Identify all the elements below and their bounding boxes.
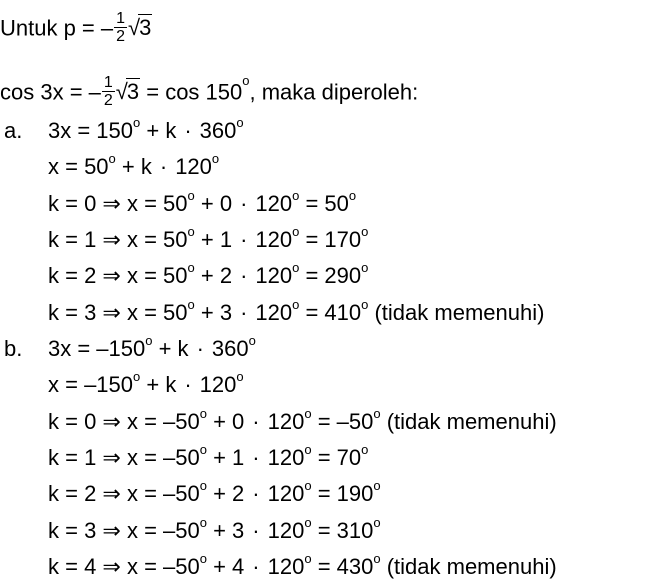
cos-radicand: 3	[126, 79, 140, 105]
equation-text: 120	[199, 372, 237, 398]
cos-suffix: , maka diperoleh:	[249, 79, 419, 105]
degree-symbol: o	[108, 151, 116, 167]
degree-symbol: o	[133, 115, 141, 130]
degree-symbol: o	[187, 187, 195, 203]
multiply-dot: ·	[184, 118, 192, 143]
degree-symbol: o	[304, 550, 312, 566]
degree-symbol: o	[145, 333, 153, 348]
degree-symbol: o	[348, 187, 357, 203]
equation-text: k = 1 ⇒ x = 50	[48, 226, 188, 252]
equation-text: + k	[115, 154, 152, 180]
multiply-dot: ·	[240, 299, 248, 325]
degree-symbol: o	[304, 441, 312, 457]
equation-text: = 170	[299, 226, 362, 252]
degree-symbol: o	[304, 514, 312, 530]
equation-line	[48, 187, 357, 217]
degree-symbol: o	[361, 296, 369, 312]
equation-line	[48, 514, 381, 544]
degree-symbol: o	[304, 405, 312, 421]
equation-text: 120	[267, 517, 305, 543]
equation-line	[48, 223, 369, 253]
equation-line	[48, 441, 369, 471]
multiply-dot: ·	[252, 444, 260, 470]
multiply-dot: ·	[252, 481, 260, 507]
equation-text: 360	[199, 118, 237, 143]
degree-symbol: o	[199, 441, 207, 457]
multiply-dot: ·	[252, 517, 260, 543]
degree-symbol: o	[187, 260, 195, 276]
equation-text: + 4	[206, 553, 245, 579]
equation-line	[48, 550, 557, 580]
equation-text: 120	[255, 299, 293, 325]
equation-text: x = 50	[48, 154, 109, 180]
degree-symbol: o	[361, 223, 369, 239]
equation-text: = –50	[311, 408, 374, 434]
degree-symbol: o	[373, 550, 381, 566]
degree-symbol: o	[292, 296, 300, 312]
equation-text: 120	[255, 190, 293, 216]
multiply-dot: ·	[159, 154, 168, 180]
equation-text: 120	[255, 263, 293, 289]
equation-line	[48, 369, 244, 398]
equation-line	[48, 405, 557, 435]
cos-prefix: cos 3x = –	[0, 79, 101, 105]
equation-text: k = 4 ⇒ x = –50	[48, 553, 200, 579]
equation-text: k = 2 ⇒ x = 50	[48, 263, 188, 289]
equation-line	[48, 115, 244, 144]
sqrt-icon: √	[115, 79, 128, 105]
equation-text: = 290	[299, 263, 362, 289]
equation-text: (tidak memenuhi)	[380, 553, 557, 579]
degree-symbol: o	[199, 405, 207, 421]
equation-text: + 0	[206, 408, 245, 434]
degree-symbol: o	[373, 478, 381, 494]
equation-text: 120	[267, 481, 305, 507]
degree-symbol: o	[248, 333, 256, 348]
equation-text: 120	[267, 408, 305, 434]
multiply-dot: ·	[252, 408, 260, 434]
equation-text: + k	[152, 336, 189, 361]
equation-text: x = –150	[48, 372, 134, 398]
degree-symbol: o	[373, 405, 381, 421]
degree-symbol: o	[304, 478, 312, 494]
cos-line	[0, 73, 419, 111]
cos-mid: = cos 150	[140, 79, 243, 105]
intro-fraction	[114, 10, 127, 45]
equation-text: k = 3 ⇒ x = –50	[48, 517, 200, 543]
multiply-dot: ·	[184, 372, 192, 398]
degree-symbol: o	[211, 151, 220, 167]
equation-text: k = 2 ⇒ x = –50	[48, 481, 200, 507]
equation-text: k = 0 ⇒ x = 50	[48, 190, 188, 216]
cos-sqrt	[116, 79, 140, 105]
degree-symbol: o	[292, 187, 300, 203]
intro-frac-numerator: 1	[116, 10, 126, 27]
equation-line	[48, 333, 256, 362]
equation-text: = 410	[299, 299, 362, 325]
equation-text: 360	[211, 336, 249, 361]
equation-text: k = 3 ⇒ x = 50	[48, 299, 188, 325]
intro-sqrt	[128, 15, 152, 41]
degree-symbol: o	[199, 514, 207, 530]
equation-text: = 430	[311, 553, 374, 579]
multiply-dot: ·	[240, 263, 248, 289]
equation-text: 120	[175, 154, 212, 180]
degree-symbol: o	[133, 369, 141, 385]
equation-line	[48, 478, 381, 507]
equation-text: = 70	[311, 444, 362, 470]
degree-symbol: o	[236, 369, 244, 385]
equation-text: = 50	[299, 190, 349, 216]
equation-text: + k	[140, 118, 177, 143]
equation-text: + k	[140, 372, 177, 398]
degree-symbol: o	[187, 296, 195, 312]
equation-line	[48, 260, 369, 289]
equation-text: k = 0 ⇒ x = –50	[48, 408, 200, 434]
equation-text: 120	[267, 444, 305, 470]
equation-text: 120	[267, 553, 305, 579]
equation-text: 120	[255, 226, 293, 252]
cos-frac-numerator: 1	[103, 74, 113, 91]
sqrt-icon: √	[128, 15, 141, 41]
equation-text: = 310	[311, 517, 374, 543]
equation-text: k = 1 ⇒ x = –50	[48, 444, 200, 470]
multiply-dot: ·	[240, 226, 248, 252]
multiply-dot: ·	[196, 336, 204, 361]
degree-symbol: o	[242, 73, 250, 88]
equation-text: + 3	[206, 517, 245, 543]
equation-text: = 190	[311, 481, 374, 507]
equation-text: + 1	[194, 226, 233, 252]
equation-text: 3x = –150	[48, 336, 146, 361]
part-b-label: b.	[4, 336, 23, 361]
multiply-dot: ·	[252, 553, 260, 579]
equation-text: + 2	[206, 481, 245, 507]
equation-text: + 2	[194, 263, 233, 289]
intro-frac-denominator: 2	[116, 28, 126, 45]
degree-symbol: o	[187, 223, 195, 239]
equation-text: (tidak memenuhi)	[380, 408, 557, 434]
equation-text: + 1	[206, 444, 245, 470]
degree-symbol: o	[292, 223, 300, 239]
multiply-dot: ·	[240, 190, 248, 216]
degree-symbol: o	[199, 550, 207, 566]
intro-line	[0, 12, 152, 47]
equation-text: (tidak memenuhi)	[368, 299, 545, 325]
degree-symbol: o	[199, 478, 207, 494]
equation-text: + 0	[194, 190, 233, 216]
equation-text: + 3	[194, 299, 233, 325]
intro-radicand: 3	[139, 15, 152, 41]
cos-frac-denominator: 2	[103, 92, 113, 109]
part-a-label: a.	[4, 118, 23, 143]
equation-line	[48, 296, 545, 326]
equation-line	[48, 151, 220, 180]
cos-fraction	[102, 74, 115, 109]
degree-symbol: o	[292, 260, 300, 276]
degree-symbol: o	[236, 115, 244, 130]
degree-symbol: o	[373, 514, 381, 530]
intro-prefix: Untuk p = –	[0, 15, 114, 41]
equation-text: 3x = 150	[48, 118, 134, 143]
degree-symbol: o	[361, 260, 369, 276]
degree-symbol: o	[361, 441, 369, 457]
